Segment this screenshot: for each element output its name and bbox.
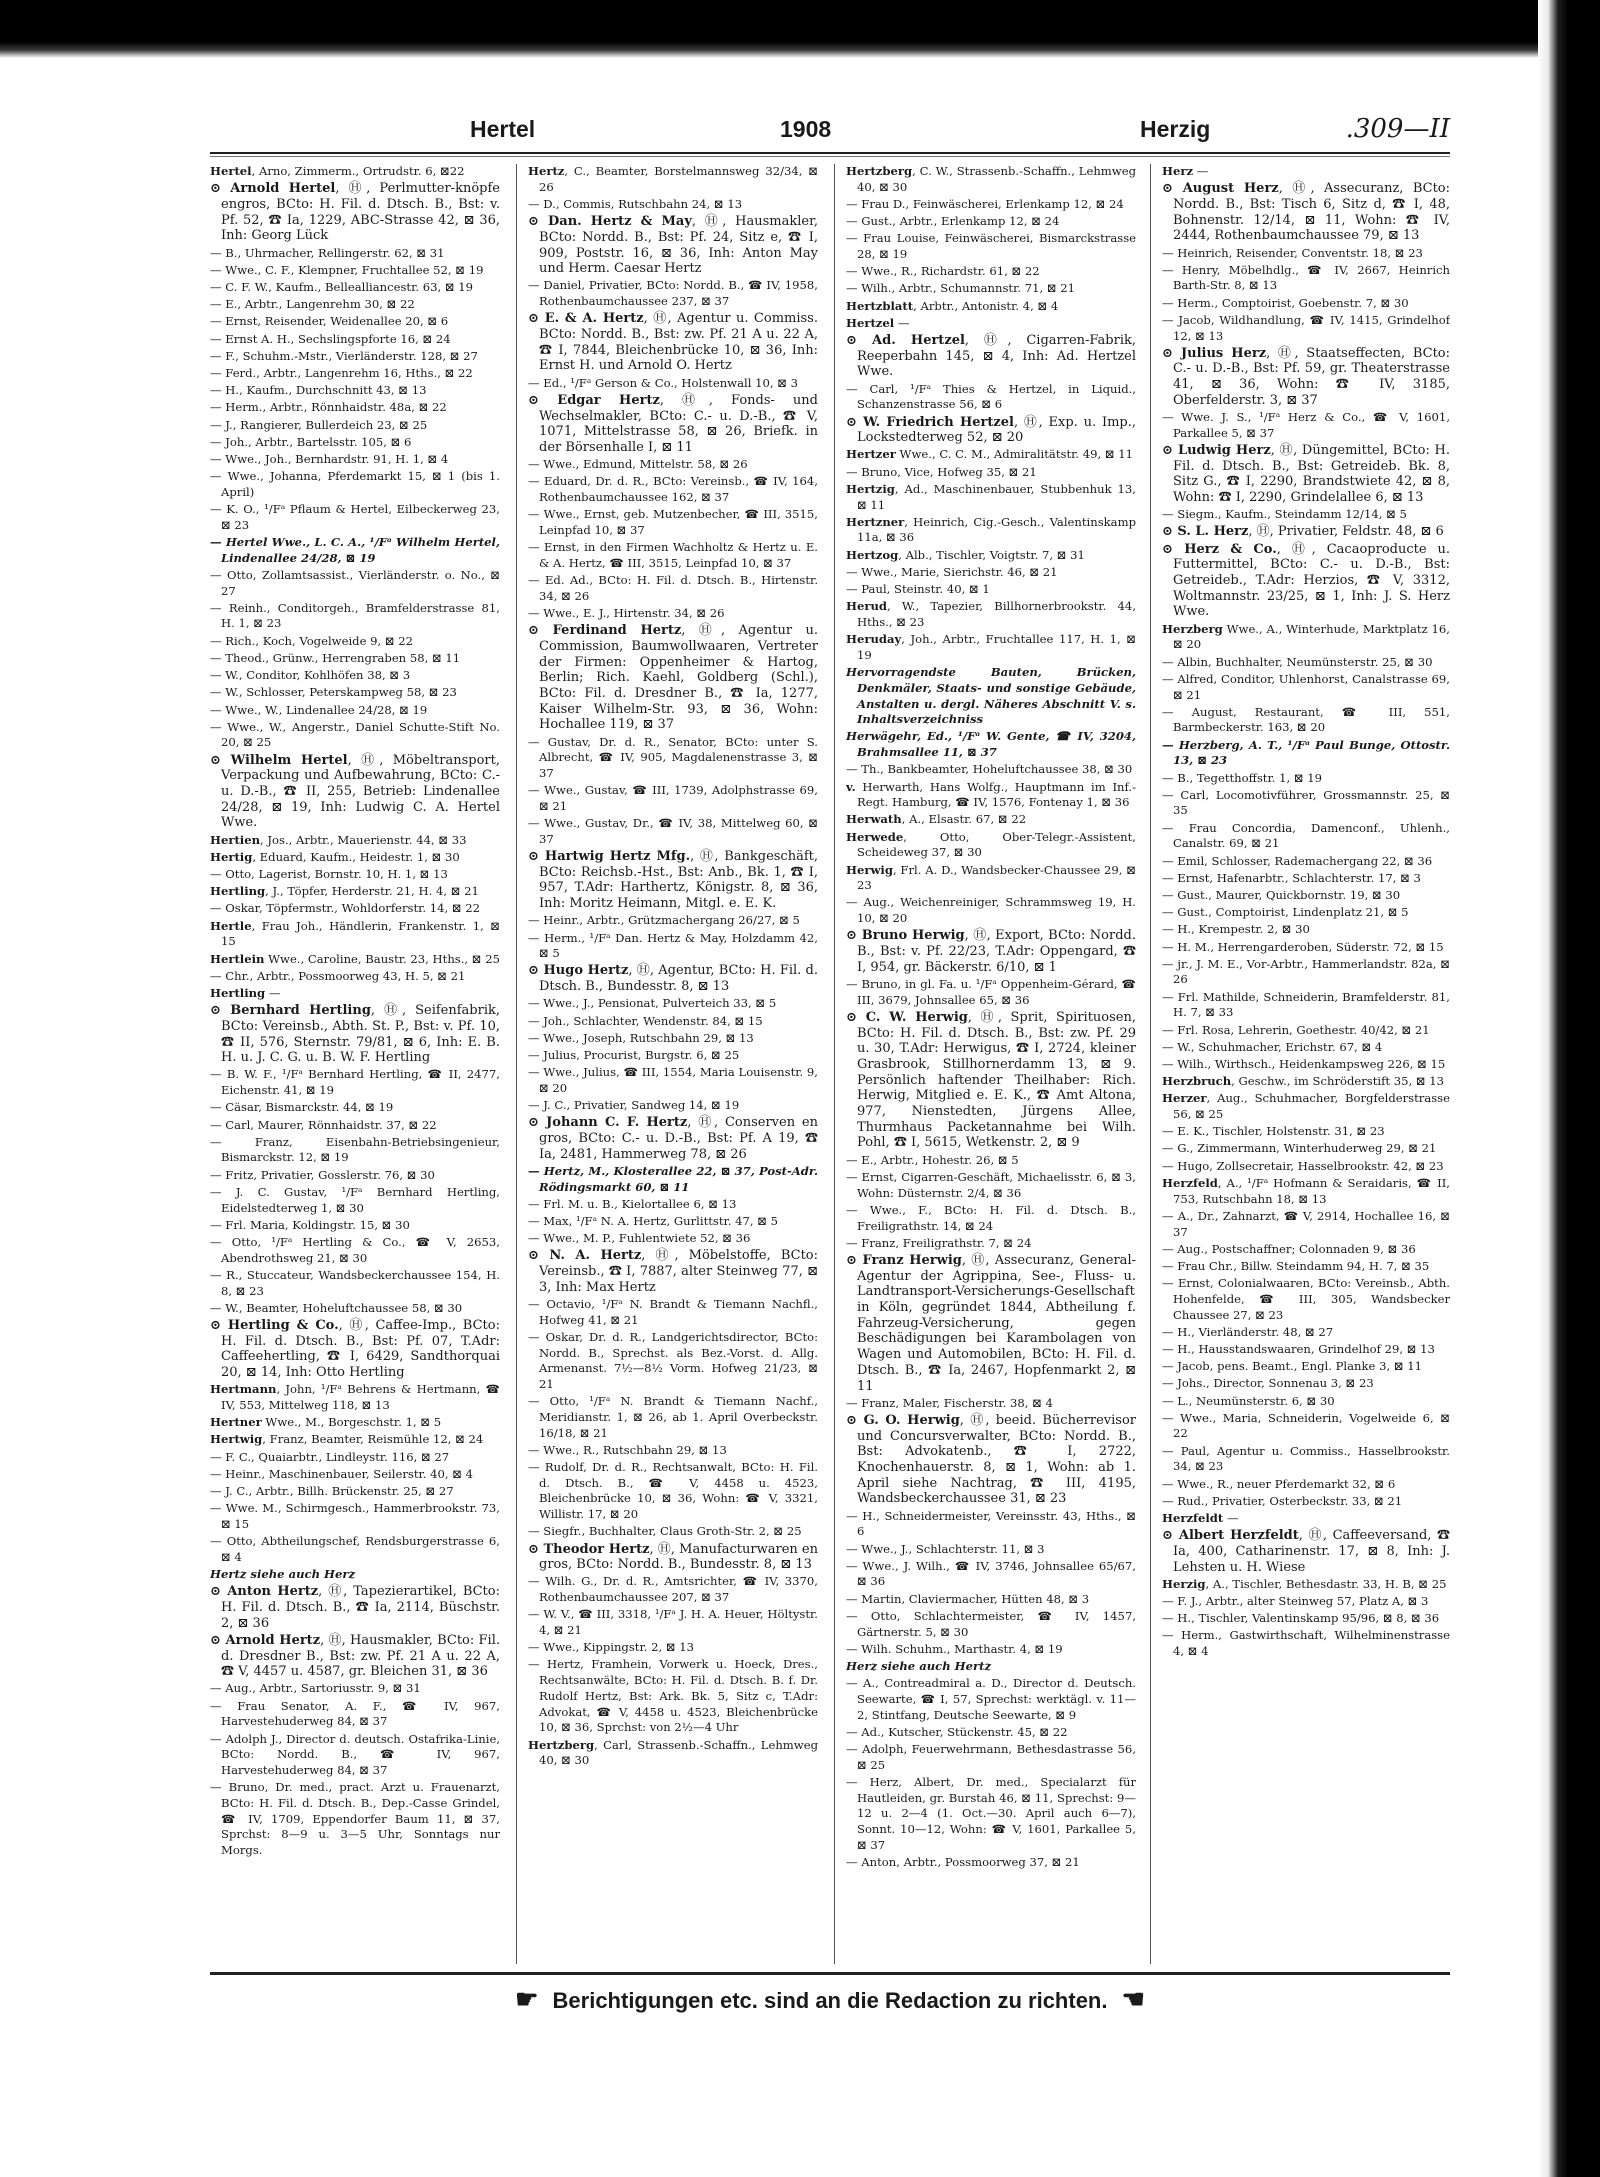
directory-entry: — Wwe., W., Angerstr., Daniel Schutte-Stift No. 20, ⊠ 25: [210, 719, 500, 750]
directory-entry: — Reinh., Conditorgeh., Bramfelderstrasse 81, H. 1, ⊠ 23: [210, 600, 500, 631]
directory-entry: — Gust., Maurer, Quickbornstr. 19, ⊠ 30: [1162, 887, 1401, 902]
directory-entry: — E. K., Tischler, Holstenstr. 31, ⊠ 23: [1162, 1124, 1385, 1139]
directory-entry: ⊙ Franz Herwig, Ⓗ, Assecuranz, General-Agentur der Agrippina, See-, Fluss- u. Landtransport-Versicherungs-Gesellschaft in Köln, gegründet 1844, Abtheilung f. Fahrzeug-Versicherung, gegen Beschädigungen bei Karambolagen von Wagen und Automobilen, BCto: H. Fil. d. Dtsch. B., ☎ Ia, 2467, Hopfenmarkt 2, ⊠ 11: [846, 1252, 1136, 1394]
directory-entry: — W. V., ☎ III, 3318, ¹/Fᵃ J. H. A. Heuer, Höltystr. 4, ⊠ 21: [528, 1607, 818, 1638]
directory-entry: ⊙ Bruno Herwig, Ⓗ, Export, BCto: Nordd. B., Bst: v. Pf. 22/23, T.Adr: Oppengard, ☎ I, 954, gr. Bäckerstr. 6/10, ⊠ 1: [846, 928, 1136, 975]
directory-entry: Herz siehe auch Hertz: [846, 1658, 992, 1673]
directory-entry: — Heinrich, Reisender, Conventstr. 18, ⊠ 23: [1162, 245, 1423, 260]
header-rule-thin: [210, 156, 1450, 157]
directory-entry: — H. M., Herrengarderoben, Süderstr. 72, ⊠ 15: [1162, 939, 1444, 954]
header-right-keyword: Herzig: [1140, 116, 1211, 142]
directory-entry: — Ernst, Hafenarbtr., Schlachterstr. 17, ⊠ 3: [1162, 870, 1421, 885]
directory-entry: — Herm., Arbtr., Rönnhaidstr. 48a, ⊠ 22: [210, 400, 447, 415]
directory-entry: — Julius, Procurist, Burgstr. 6, ⊠ 25: [528, 1047, 740, 1062]
directory-entry: — August, Restaurant, ☎ III, 551, Barmbeckerstr. 163, ⊠ 20: [1162, 704, 1450, 735]
directory-entry: — Wwe., W., Lindenallee 24/28, ⊠ 19: [210, 702, 428, 717]
directory-entry: — Wwe., R., neuer Pferdemarkt 32, ⊠ 6: [1162, 1476, 1396, 1491]
directory-entry: — Chr., Arbtr., Possmoorweg 43, H. 5, ⊠ 21: [210, 968, 466, 983]
directory-entry: — Siegfr., Buchhalter, Claus Groth-Str. 2, ⊠ 25: [528, 1524, 802, 1539]
directory-entry: — Wwe., Kippingstr. 2, ⊠ 13: [528, 1640, 694, 1655]
directory-entry: ⊙ August Herz, Ⓗ, Assecuranz, BCto: Nordd. B., Bst: Tisch 6, Sitz d, ☎ I, 48, Bohnenstr. 12/14, ⊠ 11, Wohn: ☎ IV, 2444, Rothenbaumchaussee 79, ⊠ 13: [1162, 181, 1450, 244]
header-rule: [210, 152, 1450, 154]
directory-entry: ⊙ Hartwig Hertz Mfg., Ⓗ, Bankgeschäft, BCto: Reichsb.-Hst., Bst: Anb., Bk. 1, ☎ I, 957, T.Adr: Harthertz, Königstr. 8, ⊠ 36, Inh: Moritz Heimann, Mitgl. e. E. K.: [528, 849, 818, 912]
directory-entry: — Wwe., Joh., Bernhardstr. 91, H. 1, ⊠ 4: [210, 451, 449, 466]
column-divider: [1150, 164, 1151, 1964]
directory-entry: ⊙ Ferdinand Hertz, Ⓗ, Agentur u. Commission, Baumwollwaaren, Vertreter der Firmen: Oppenheimer & Hartog, Berlin; Rich. Kaehl, Goldberg (Schl.), BCto: Fil. d. Dresdner B., ☎ Ia, 1277, Kaiser Wilhelm-Str. 93, ⊠ 36, Wohn: Hochallee 119, ⊠ 37: [528, 623, 818, 733]
directory-entry: — J. C. Gustav, ¹/Fᵃ Bernhard Hertling, Eidelstedterweg 1, ⊠ 30: [210, 1184, 500, 1215]
directory-entry: Hertling —: [210, 985, 281, 1000]
directory-entry: — Jacob, Wildhandlung, ☎ IV, 1415, Grindelhof 12, ⊠ 13: [1162, 312, 1450, 343]
header-year: 1908: [780, 116, 832, 142]
directory-entry: — Wilh., Arbtr., Schumannstr. 71, ⊠ 21: [846, 281, 1075, 296]
directory-entry: — Alfred, Conditor, Uhlenhorst, Canalstrasse 69, ⊠ 21: [1162, 671, 1450, 702]
directory-entry: — Ernst, Reisender, Weidenallee 20, ⊠ 6: [210, 314, 449, 329]
directory-entry: — Wwe., Julius, ☎ III, 1554, Maria Louisenstr. 9, ⊠ 20: [528, 1065, 818, 1095]
directory-entry: — W., Schuhmacher, Erichstr. 67, ⊠ 4: [1162, 1039, 1383, 1054]
directory-entry: — Octavio, ¹/Fᵃ N. Brandt & Tiemann Nachfl., Hofweg 41, ⊠ 21: [528, 1297, 818, 1327]
directory-entry: — Frau Senator, A. F., ☎ IV, 967, Harvestehuderweg 84, ⊠ 37: [210, 1698, 500, 1729]
directory-entry: Hertzberg, C. W., Strassenb.-Schaffn., Lehmweg 40, ⊠ 30: [846, 164, 1136, 194]
directory-entry: — Frau Chr., Billw. Steindamm 94, H. 7, ⊠ 35: [1162, 1258, 1430, 1273]
directory-entry: ⊙ Ad. Hertzel, Ⓗ, Cigarren-Fabrik, Reeperbahn 145, ⊠ 4, Inh: Ad. Hertzel Wwe.: [846, 333, 1136, 380]
directory-entry: ⊙ Hertling & Co., Ⓗ, Caffee-Imp., BCto: H. Fil. d. Dtsch. B., Bst: Pf. 07, T.Adr: Caffeehertling, ☎ I, 6429, Sandthorquai 20, ⊠ 14, Inh: Otto Hertling: [210, 1318, 500, 1381]
directory-entry: — Anton, Arbtr., Possmoorweg 37, ⊠ 21: [846, 1854, 1080, 1869]
directory-entry: ⊙ Bernhard Hertling, Ⓗ, Seifenfabrik, BCto: Vereinsb., Abth. St. P., Bst: v. Pf. 10, ☎ II, 576, Sternstr. 79/81, ⊠ 6, Inh: E. B. H. u. J. C. G. u. B. W. F. Hertling: [210, 1003, 500, 1066]
directory-entry: — jr., J. M. E., Vor-Arbtr., Hammerlandstr. 82a, ⊠ 26: [1162, 956, 1450, 987]
directory-entry: — Wwe., Joseph, Rutschbahn 29, ⊠ 13: [528, 1030, 754, 1045]
directory-entry: — Ernst, Colonialwaaren, BCto: Vereinsb., Abth. Hohenfelde, ☎ III, 305, Wandsbecker Chaussee 27, ⊠ 23: [1162, 1276, 1450, 1322]
directory-entry: — D., Commis, Rutschbahn 24, ⊠ 13: [528, 196, 743, 211]
directory-entry: — Emil, Schlosser, Rademachergang 22, ⊠ 36: [1162, 853, 1433, 868]
directory-entry: — Carl, Maurer, Rönnhaidstr. 37, ⊠ 22: [210, 1117, 437, 1132]
directory-entry: — Heinr., Maschinenbauer, Seilerstr. 40, ⊠ 4: [210, 1466, 474, 1481]
directory-entry: Hervorragendste Bauten, Brücken, Denkmäler, Staats- und sonstige Gebäude, Anstalten u. dergl. Näheres Abschnitt V. s. Inhaltsverzeichniss: [846, 665, 1136, 727]
directory-entry: Herzfeldt —: [1162, 1510, 1239, 1525]
directory-entry: — H., Tischler, Valentinskamp 95/96, ⊠ 8, ⊠ 36: [1162, 1611, 1440, 1626]
pointing-hand-right-icon: ☛: [515, 1984, 539, 2014]
footer-notice: [210, 1984, 1450, 2015]
scan-right-edge: [1538, 0, 1600, 2177]
directory-entry: Herz —: [1162, 164, 1209, 178]
column-2: [528, 164, 818, 1964]
footer-notice-text: Berichtigungen etc. sind an die Redaction zu richten.: [552, 1988, 1108, 2013]
directory-entry: — R., Stuccateur, Wandsbeckerchaussee 154, H. 8, ⊠ 23: [210, 1267, 500, 1298]
directory-columns: [210, 164, 1450, 1964]
directory-entry: — Franz, Maler, Fischerstr. 38, ⊠ 4: [846, 1395, 1053, 1410]
directory-entry: Herzbruch, Geschw., im Schröderstift 35, ⊠ 13: [1162, 1074, 1445, 1089]
directory-entry: Hertzberg, Carl, Strassenb.-Schaffn., Lehmweg 40, ⊠ 30: [528, 1737, 818, 1768]
directory-entry: — G., Zimmermann, Winterhuderweg 29, ⊠ 21: [1162, 1141, 1437, 1156]
column-1: [210, 164, 500, 1964]
directory-entry: ⊙ Albert Herzfeldt, Ⓗ, Caffeeversand, ☎ Ia, 400, Catharinenstr. 17, ⊠ 8, Inh: J. Lehsten u. H. Wiese: [1162, 1528, 1450, 1575]
directory-entry: — Otto, Abtheilungschef, Rendsburgerstrasse 6, ⊠ 4: [210, 1534, 500, 1564]
directory-entry: — Theod., Grünw., Herrengraben 58, ⊠ 11: [210, 650, 461, 665]
directory-entry: — Wwe., F., BCto: H. Fil. d. Dtsch. B., Freiligrathstr. 14, ⊠ 24: [846, 1202, 1136, 1233]
directory-entry: — W., Beamter, Hoheluftchaussee 58, ⊠ 30: [210, 1300, 463, 1315]
directory-entry: — Ed. Ad., BCto: H. Fil. d. Dtsch. B., Hirtenstr. 34, ⊠ 26: [528, 573, 818, 603]
directory-entry: — Otto, Zollamtsassist., Vierländerstr. o. No., ⊠ 27: [210, 567, 500, 598]
directory-entry: — Siegm., Kaufm., Steindamm 12/14, ⊠ 5: [1162, 507, 1407, 522]
directory-entry: — Max, ¹/Fᵃ N. A. Hertz, Gurlittstr. 47, ⊠ 5: [528, 1214, 779, 1228]
directory-entry: — Wwe., J., Schlachterstr. 11, ⊠ 3: [846, 1541, 1045, 1556]
directory-entry: — Bruno, Vice, Hofweg 35, ⊠ 21: [846, 464, 1037, 479]
directory-entry: Herzberg Wwe., A., Winterhude, Marktplatz 16, ⊠ 20: [1162, 621, 1450, 652]
directory-entry: ⊙ Edgar Hertz, Ⓗ, Fonds- und Wechselmakler, BCto: C.- u. D.-B., ☎ V, 1071, Mittelstrasse 58, ⊠ 26, Briefk. in der Börsenhalle I, ⊠ 11: [528, 392, 818, 455]
directory-entry: — Cäsar, Bismarckstr. 44, ⊠ 19: [210, 1100, 394, 1115]
directory-entry: Herzfeld, A., ¹/Fᵃ Hofmann & Seraidaris, ☎ II, 753, Rutschbahn 18, ⊠ 13: [1162, 1175, 1450, 1206]
directory-entry: — Wwe., R., Richardstr. 61, ⊠ 22: [846, 264, 1040, 279]
directory-entry: — F., Schuhm.-Mstr., Vierländerstr. 128, ⊠ 27: [210, 348, 478, 363]
directory-entry: — Albin, Buchhalter, Neumünsterstr. 25, ⊠ 30: [1162, 654, 1433, 669]
directory-entry: — Carl, ¹/Fᵃ Thies & Hertzel, in Liquid., Schanzenstrasse 56, ⊠ 6: [846, 381, 1136, 412]
directory-entry: — Wwe., J. Wilh., ☎ IV, 3746, Johnsallee 65/67, ⊠ 36: [846, 1558, 1136, 1589]
directory-entry: ⊙ W. Friedrich Hertzel, Ⓗ, Exp. u. Imp., Lockstedterweg 52, ⊠ 20: [846, 414, 1136, 446]
footer: [210, 1972, 1450, 2012]
directory-entry: — Gust., Arbtr., Erlenkamp 12, ⊠ 24: [846, 214, 1060, 229]
directory-entry: ⊙ Arnold Hertz, Ⓗ, Hausmakler, BCto: Fil. d. Dresdner B., Bst: zw. Pf. 21 A u. 22 A, ☎ V, 4457 u. 4587, gr. Bleichen 31, ⊠ 36: [210, 1632, 500, 1680]
directory-entry: — Otto, Schlachtermeister, ☎ IV, 1457, Gärtnerstr. 5, ⊠ 30: [846, 1608, 1136, 1639]
directory-entry: — Wwe., C. F., Klempner, Fruchtallee 52, ⊠ 19: [210, 262, 484, 277]
directory-entry: — Ernst, in den Firmen Wachholtz & Hertz u. E. & A. Hertz, ☎ III, 3515, Leinpfad 10, ⊠ 37: [528, 540, 818, 570]
directory-entry: Herwägehr, Ed., ¹/Fᵃ W. Gente, ☎ IV, 3204, Brahmsallee 11, ⊠ 37: [846, 729, 1136, 760]
directory-entry: — Aug., Postschaffner; Colonnaden 9, ⊠ 36: [1162, 1241, 1416, 1256]
directory-entry: — Otto, Lagerist, Bornstr. 10, H. 1, ⊠ 13: [210, 867, 448, 882]
directory-entry: — Ed., ¹/Fᵃ Gerson & Co., Holstenwall 10, ⊠ 3: [528, 375, 799, 390]
directory-entry: — Frl. Mathilde, Schneiderin, Bramfelderstr. 81, H. 7, ⊠ 33: [1162, 989, 1450, 1020]
directory-entry: — Heinr., Arbtr., Grützmachergang 26/27, ⊠ 5: [528, 913, 800, 928]
directory-entry: — Joh., Schlachter, Wendenstr. 84, ⊠ 15: [528, 1013, 763, 1028]
directory-entry: — Wwe., Gustav, ☎ III, 1739, Adolphstrasse 69, ⊠ 21: [528, 783, 818, 813]
directory-entry: — Adolph, Feuerwehrmann, Bethesdastrasse 56, ⊠ 25: [846, 1742, 1136, 1772]
directory-entry: — K. O., ¹/Fᵃ Pflaum & Hertel, Eilbeckerweg 23, ⊠ 23: [210, 502, 500, 532]
directory-entry: — Wilh. Schuhm., Marthastr. 4, ⊠ 19: [846, 1641, 1063, 1656]
directory-entry: — Ernst A. H., Sechslingspforte 16, ⊠ 24: [210, 331, 451, 346]
directory-entry: Hertmann, John, ¹/Fᵃ Behrens & Hertmann, ☎ IV, 553, Mittelweg 118, ⊠ 13: [210, 1382, 500, 1413]
directory-entry: — Aug., Weichenreiniger, Schrammsweg 19, H. 10, ⊠ 20: [846, 895, 1136, 926]
directory-entry: — J. C., Arbtr., Billh. Brückenstr. 25, ⊠ 27: [210, 1484, 454, 1499]
directory-entry: — Adolph J., Director d. deutsch. Ostafrika-Linie, BCto: Nordd. B., ☎ IV, 967, Harvestehuderweg 84, ⊠ 37: [210, 1731, 500, 1777]
directory-entry: — Hertz, Framhein, Vorwerk u. Hoeck, Dres., Rechtsanwälte, BCto: H. Fil. d. Dtsch. B. f. Dr. Rudolf Hertz, Bst: Ark. Bk. 5, Sitz c, T.Adr: Advokat, ☎ V, 4458 u. 4523, Bleichenbrücke 10, ⊠ 36, Sprchst: von 2½—4 Uhr: [528, 1657, 818, 1735]
directory-entry: — Hertel Wwe., L. C. A., ¹/Fᵃ Wilhelm Hertel, Lindenallee 24/28, ⊠ 19: [210, 534, 500, 565]
directory-entry: — B., Tegetthoffstr. 1, ⊠ 19: [1162, 770, 1322, 785]
directory-entry: ⊙ Hugo Hertz, Ⓗ, Agentur, BCto: H. Fil. d. Dtsch. B., Bundesstr. 8, ⊠ 13: [528, 963, 818, 995]
directory-entry: Hertzog, Alb., Tischler, Voigtstr. 7, ⊠ 31: [846, 547, 1085, 562]
directory-entry: — Henry, Möbelhdlg., ☎ IV, 2667, Heinrich Barth-Str. 8, ⊠ 13: [1162, 262, 1450, 293]
directory-entry: Hertle, Frau Joh., Händlerin, Frankenstr. 1, ⊠ 15: [210, 918, 500, 949]
directory-entry: — H., Kaufm., Durchschnitt 43, ⊠ 13: [210, 383, 427, 398]
directory-entry: v. Herwarth, Hans Wolfg., Hauptmann im Inf.-Regt. Hamburg, ☎ IV, 1576, Fontenay 1, ⊠ 36: [846, 779, 1136, 810]
directory-entry: ⊙ Johann C. F. Hertz, Ⓗ, Conserven en gros, BCto: C.- u. D.-B., Bst: Pf. A 19, ☎ Ia, 2481, Hammerweg 78, ⊠ 26: [528, 1115, 818, 1162]
directory-entry: — Gust., Comptoirist, Lindenplatz 21, ⊠ 5: [1162, 905, 1409, 920]
directory-entry: — Wwe., Gustav, Dr., ☎ IV, 38, Mittelweg 60, ⊠ 37: [528, 816, 818, 846]
directory-entry: — Franz, Eisenbahn-Betriebsingenieur, Bismarckstr. 12, ⊠ 19: [210, 1134, 500, 1165]
column-divider: [834, 164, 835, 1964]
directory-entry: — J., Rangierer, Bullerdeich 23, ⊠ 25: [210, 417, 428, 432]
directory-entry: — Th., Bankbeamter, Hoheluftchaussee 38, ⊠ 30: [846, 762, 1133, 777]
directory-page: [210, 112, 1450, 2062]
scan-top-edge: [0, 0, 1600, 58]
footer-rule: [210, 1972, 1450, 1975]
directory-entry: — Wilh., Wirthsch., Heidenkampsweg 226, ⊠ 15: [1162, 1056, 1446, 1071]
directory-entry: — Jacob, pens. Beamt., Engl. Planke 3, ⊠ 11: [1162, 1359, 1422, 1374]
directory-entry: — Otto, ¹/Fᵃ Hertling & Co., ☎ V, 2653, Abendrothsweg 21, ⊠ 30: [210, 1235, 500, 1265]
directory-entry: — E., Arbtr., Hohestr. 26, ⊠ 5: [846, 1152, 1019, 1167]
directory-entry: — Otto, ¹/Fᵃ N. Brandt & Tiemann Nachf., Meridianstr. 1, ⊠ 26, ab 1. April Overbeckstr. 16/18, ⊠ 21: [528, 1394, 818, 1440]
directory-entry: — F. C., Quaiarbtr., Lindleystr. 116, ⊠ 27: [210, 1449, 450, 1464]
directory-entry: Herud, W., Tapezier, Billhornerbrookstr. 44, Hths., ⊠ 23: [846, 599, 1136, 629]
directory-entry: — E., Arbtr., Langenrehm 30, ⊠ 22: [210, 297, 415, 312]
directory-entry: ⊙ S. L. Herz, Ⓗ, Privatier, Feldstr. 48, ⊠ 6: [1162, 524, 1444, 540]
directory-entry: — Wwe., Ernst, geb. Mutzenbecher, ☎ III, 3515, Leinpfad 10, ⊠ 37: [528, 507, 818, 537]
directory-entry: — Frau Louise, Feinwäscherei, Bismarckstrasse 28, ⊠ 19: [846, 231, 1136, 262]
directory-entry: ⊙ Arnold Hertel, Ⓗ, Perlmutter-knöpfe engros, BCto: H. Fil. d. Dtsch. B., Bst: v. Pf. 52, ☎ Ia, 1229, ABC-Strasse 42, ⊠ 36, Inh: Georg Lück: [210, 181, 500, 244]
directory-entry: ⊙ Wilhelm Hertel, Ⓗ, Möbeltransport, Verpackung und Aufbewahrung, BCto: C.- u. D.-B., ☎ II, 255, Betrieb: Lindenallee 24/28, ⊠ 19, Inh: Ludwig C. A. Hertel Wwe.: [210, 752, 500, 831]
directory-entry: — Hertz, M., Klosterallee 22, ⊠ 37, Post-Adr. Rödingsmarkt 60, ⊠ 11: [528, 1163, 818, 1194]
directory-entry: — L., Neumünsterstr. 6, ⊠ 30: [1162, 1393, 1335, 1408]
directory-entry: ⊙ Herz & Co., Ⓗ, Cacaoproducte u. Futtermittel, BCto: C.- u. D.-B., Bst: Getreideb., T.Adr: Herzios, ☎ V, 3312, Woltmannstr. 23/25, ⊠ 1, Inh: J. S. Herz Wwe.: [1162, 541, 1450, 620]
directory-entry: — Frl. Rosa, Lehrerin, Goethestr. 40/42, ⊠ 21: [1162, 1022, 1430, 1037]
directory-entry: Hertzig, Ad., Maschinenbauer, Stubbenhuk 13, ⊠ 11: [846, 481, 1136, 512]
directory-entry: — Paul, Steinstr. 40, ⊠ 1: [846, 582, 990, 597]
directory-entry: ⊙ N. A. Hertz, Ⓗ, Möbelstoffe, BCto: Vereinsb., ☎ I, 7887, alter Steinweg 77, ⊠ 3, Inh: Max Hertz: [528, 1248, 818, 1295]
directory-entry: Herwede, Otto, Ober-Telegr.-Assistent, Scheideweg 37, ⊠ 30: [846, 829, 1136, 860]
directory-entry: ⊙ Ludwig Herz, Ⓗ, Düngemittel, BCto: H. Fil. d. Dtsch. B., Bst: Getreideb. Bk. 8, Sitz G., ☎ I, 2290, Brandstwiete 42, ⊠ 8, Wohn: ☎ I, 2290, Grindelallee 6, ⊠ 13: [1162, 442, 1450, 506]
directory-entry: — Frau Concordia, Damenconf., Uhlenh., Canalstr. 69, ⊠ 21: [1162, 820, 1450, 851]
header-left-keyword: Hertel: [470, 116, 536, 142]
directory-entry: — Hugo, Zollsecretair, Hasselbrookstr. 42, ⊠ 23: [1162, 1158, 1444, 1173]
column-divider: [516, 164, 517, 1964]
column-4: [1162, 164, 1450, 1964]
directory-entry: Hertzer Wwe., C. C. M., Admiralitätstr. 49, ⊠ 11: [846, 447, 1134, 462]
directory-entry: — Wwe. M., Schirmgesch., Hammerbrookstr. 73, ⊠ 15: [210, 1501, 500, 1531]
directory-entry: Hertwig, Franz, Beamter, Reismühle 12, ⊠ 24: [210, 1432, 484, 1447]
directory-entry: — Wilh. G., Dr. d. R., Amtsrichter, ☎ IV, 3370, Rothenbaumchaussee 207, ⊠ 37: [528, 1574, 818, 1605]
directory-entry: — Herm., ¹/Fᵃ Dan. Hertz & May, Holzdamm 42, ⊠ 5: [528, 930, 818, 961]
column-3: [846, 164, 1136, 1964]
directory-entry: Hertlein Wwe., Caroline, Baustr. 23, Hths., ⊠ 25: [210, 951, 500, 966]
directory-entry: — H., Hausstandswaaren, Grindelhof 29, ⊠ 13: [1162, 1341, 1435, 1356]
page-number: .309—II: [1345, 114, 1450, 144]
directory-entry: Hertien, Jos., Arbtr., Mauerienstr. 44, ⊠ 33: [210, 832, 467, 847]
directory-entry: Hertling, J., Töpfer, Herderstr. 21, H. 4, ⊠ 21: [210, 884, 479, 899]
directory-entry: — Herm., Comptoirist, Goebenstr. 7, ⊠ 30: [1162, 295, 1409, 310]
directory-entry: — F. J., Arbtr., alter Steinweg 57, Platz A, ⊠ 3: [1162, 1593, 1429, 1608]
pointing-hand-left-icon: ☚: [1121, 1984, 1145, 2014]
directory-entry: ⊙ Anton Hertz, Ⓗ, Tapezierartikel, BCto: H. Fil. d. Dtsch. B., ☎ Ia, 2114, Büschstr. 2, ⊠ 36: [210, 1584, 500, 1631]
directory-entry: — H., Vierländerstr. 48, ⊠ 27: [1162, 1324, 1334, 1339]
directory-entry: — Wwe., M. P., Fuhlentwiete 52, ⊠ 36: [528, 1231, 751, 1246]
directory-entry: Hertz, C., Beamter, Borstelmannsweg 32/34, ⊠ 26: [528, 164, 818, 194]
directory-entry: — Johs., Director, Sonnenau 3, ⊠ 23: [1162, 1376, 1374, 1391]
directory-entry: ⊙ E. & A. Hertz, Ⓗ, Agentur u. Commiss. BCto: Nordd. B., Bst: zw. Pf. 21 A u. 22 A, ☎ I, 7844, Bleichenbrücke 10, ⊠ 36, Inh: Ernst H. und Arnold O. Hertz: [528, 311, 818, 374]
directory-entry: — Wwe., Marie, Sierichstr. 46, ⊠ 21: [846, 564, 1058, 579]
directory-entry: Hertner Wwe., M., Borgeschstr. 1, ⊠ 5: [210, 1415, 442, 1430]
directory-entry: — B. W. F., ¹/Fᵃ Bernhard Hertling, ☎ II, 2477, Eichenstr. 41, ⊠ 19: [210, 1067, 500, 1098]
directory-entry: — A., Contreadmiral a. D., Director d. Deutsch. Seewarte, ☎ I, 57, Sprechst: werktägl. v. 11—2, Stintfang, Deutsche Seewarte, ⊠ 9: [846, 1676, 1136, 1722]
directory-entry: Hertzel —: [846, 315, 910, 330]
directory-entry: — Frl. M. u. B., Kielortallee 6, ⊠ 13: [528, 1196, 737, 1211]
directory-entry: — Aug., Arbtr., Sartoriusstr. 9, ⊠ 31: [210, 1681, 421, 1696]
directory-entry: — Frau D., Feinwäscherei, Erlenkamp 12, ⊠ 24: [846, 196, 1124, 211]
directory-entry: — Wwe., Johanna, Pferdemarkt 15, ⊠ 1 (bis 1. April): [210, 469, 500, 499]
directory-entry: — Wwe., Maria, Schneiderin, Vogelweide 6, ⊠ 22: [1162, 1410, 1450, 1441]
directory-entry: — C. F. W., Kaufm., Bellealliancestr. 63, ⊠ 19: [210, 279, 473, 294]
directory-entry: Heruday, Joh., Arbtr., Fruchtallee 117, H. 1, ⊠ 19: [846, 632, 1136, 662]
directory-entry: — Daniel, Privatier, BCto: Nordd. B., ☎ IV, 1958, Rothenbaumchaussee 237, ⊠ 37: [528, 278, 818, 309]
directory-entry: — Herzberg, A. T., ¹/Fᵃ Paul Bunge, Ottostr. 13, ⊠ 23: [1162, 737, 1450, 768]
directory-entry: — Oskar, Dr. d. R., Landgerichtsdirector, BCto: Nordd. B., Sprechst. als Bez.-Vorst. d. Allg. Armenanst. 7½—8½ Vorm. Hofweg 21/23, ⊠ 21: [528, 1329, 818, 1392]
directory-entry: — Rud., Privatier, Osterbeckstr. 33, ⊠ 21: [1162, 1493, 1403, 1508]
directory-entry: — J. C., Privatier, Sandweg 14, ⊠ 19: [528, 1098, 740, 1113]
directory-entry: ⊙ C. W. Herwig, Ⓗ, Sprit, Spirituosen, BCto: H. Fil. d. Dtsch. B., Bst: zw. Pf. 29 u. 30, T.Adr: Herwigus, ☎ I, 2724, kleiner Grasbrook, Stillhornerdamm 13, ⊠ 9. Persönlich haftender Theilhaber: Rich. Herwig, Mitglied e. E. K., ☎ Amt Altona, 977, Nienstedten, Jürgens Allee, Thurmhaus Packetannahme bei Wilh. Pohl, ☎ I, 5615, Wetkenstr. 2, ⊠ 9: [846, 1009, 1136, 1151]
directory-entry: — Rich., Koch, Vogelweide 9, ⊠ 22: [210, 633, 414, 648]
directory-entry: — Wwe., E. J., Hirtenstr. 34, ⊠ 26: [528, 605, 725, 620]
directory-entry: — Eduard, Dr. d. R., BCto: Vereinsb., ☎ IV, 164, Rothenbaumchaussee 162, ⊠ 37: [528, 474, 818, 505]
directory-entry: — Herz, Albert, Dr. med., Specialarzt für Hautleiden, gr. Burstah 46, ⊠ 11, Sprechst: 9—12 u. 2—4 (1. Oct.—30. April auch 6—7), Sonnt. 10—12, Wohn: ☎ V, 1601, Parkallee 5, ⊠ 37: [846, 1774, 1136, 1852]
directory-entry: Hertz siehe auch Herz: [210, 1567, 356, 1582]
directory-entry: — Carl, Locomotivführer, Grossmannstr. 25, ⊠ 35: [1162, 787, 1450, 818]
directory-entry: ⊙ Theodor Hertz, Ⓗ, Manufacturwaren en gros, BCto: Nordd. B., Bundesstr. 8, ⊠ 13: [528, 1541, 818, 1573]
directory-entry: — Herm., Gastwirthschaft, Wilhelminenstrasse 4, ⊠ 4: [1162, 1628, 1450, 1659]
directory-entry: — Franz, Freiligrathstr. 7, ⊠ 24: [846, 1235, 1032, 1250]
directory-entry: — Rudolf, Dr. d. R., Rechtsanwalt, BCto: H. Fil. d. Dtsch. B., ☎ V, 4458 u. 4523, Bleichenbrücke 10, ⊠ 36, Wohn: ☎ V, 3321, Willistr. 17, ⊠ 20: [528, 1460, 818, 1522]
directory-entry: — H., Krempestr. 2, ⊠ 30: [1162, 922, 1310, 937]
directory-entry: — Gustav, Dr. d. R., Senator, BCto: unter S. Albrecht, ☎ IV, 905, Magdalenenstrasse 3, ⊠ 37: [528, 734, 818, 781]
directory-entry: — Ferd., Arbtr., Langenrehm 16, Hths., ⊠ 22: [210, 365, 473, 380]
directory-entry: Hertzner, Heinrich, Cig.-Gesch., Valentinskamp 11a, ⊠ 36: [846, 514, 1136, 545]
directory-entry: Hertig, Eduard, Kaufm., Heidestr. 1, ⊠ 30: [210, 849, 460, 864]
directory-entry: — Bruno, in gl. Fa. u. ¹/Fᵃ Oppenheim-Gérard, ☎ III, 3679, Johnsallee 65, ⊠ 36: [846, 976, 1136, 1007]
directory-entry: — Wwe., R., Rutschbahn 29, ⊠ 13: [528, 1442, 727, 1457]
directory-entry: — Martin, Claviermacher, Hütten 48, ⊠ 3: [846, 1591, 1090, 1606]
directory-entry: — Bruno, Dr. med., pract. Arzt u. Frauenarzt, BCto: H. Fil. d. Dtsch. B., Dep.-Casse Grindel, ☎ IV, 1709, Eppendorfer Baum 11, ⊠ 37, Sprchst: 8—9 u. 3—5 Uhr, Sonntags nur Morgs.: [210, 1780, 500, 1858]
directory-entry: Hertzblatt, Arbtr., Antonistr. 4, ⊠ 4: [846, 298, 1059, 313]
directory-entry: — W., Schlosser, Peterskampweg 58, ⊠ 23: [210, 685, 457, 700]
directory-entry: — Fritz, Privatier, Gosslerstr. 76, ⊠ 30: [210, 1167, 435, 1182]
running-header: [210, 112, 1450, 148]
directory-entry: — B., Uhrmacher, Rellingerstr. 62, ⊠ 31: [210, 245, 445, 260]
directory-entry: — Ernst, Cigarren-Geschäft, Michaelisstr. 6, ⊠ 3, Wohn: Düsternstr. 2/4, ⊠ 36: [846, 1169, 1136, 1200]
directory-entry: — Joh., Arbtr., Bartelsstr. 105, ⊠ 6: [210, 434, 412, 449]
directory-entry: ⊙ Dan. Hertz & May, Ⓗ, Hausmakler, BCto: Nordd. B., Bst: Pf. 24, Sitz e, ☎ I, 909, Poststr. 16, ⊠ 36, Inh: Anton May und Herm. Caesar Hertz: [528, 214, 818, 277]
directory-entry: Herwath, A., Elsastr. 67, ⊠ 22: [846, 812, 1027, 827]
directory-entry: — Wwe. J. S., ¹/Fᵃ Herz & Co., ☎ V, 1601, Parkallee 5, ⊠ 37: [1162, 410, 1450, 440]
directory-entry: — Paul, Agentur u. Commiss., Hasselbrookstr. 34, ⊠ 23: [1162, 1443, 1450, 1474]
directory-entry: Hertel, Arno, Zimmerm., Ortrudstr. 6, ⊠22: [210, 164, 465, 178]
directory-entry: — W., Conditor, Kohlhöfen 38, ⊠ 3: [210, 668, 411, 683]
directory-entry: — Wwe., J., Pensionat, Pulverteich 33, ⊠ 5: [528, 996, 777, 1011]
directory-entry: Herzig, A., Tischler, Bethesdastr. 33, H. B, ⊠ 25: [1162, 1576, 1447, 1591]
directory-entry: — A., Dr., Zahnarzt, ☎ V, 2914, Hochallee 16, ⊠ 37: [1162, 1208, 1450, 1239]
directory-entry: — H., Schneidermeister, Vereinsstr. 43, Hths., ⊠ 6: [846, 1508, 1136, 1539]
directory-entry: ⊙ Julius Herz, Ⓗ, Staatseffecten, BCto: C.- u. D.-B., Bst: Pf. 59, gr. Theaterstrasse 41, ⊠ 36, Wohn: ☎ IV, 3185, Oberfelderstr. 3, ⊠ 37: [1162, 345, 1450, 408]
directory-entry: Herzer, Aug., Schuhmacher, Borgfelderstrasse 56, ⊠ 25: [1162, 1091, 1450, 1122]
directory-entry: — Ad., Kutscher, Stückenstr. 45, ⊠ 22: [846, 1724, 1068, 1739]
directory-entry: — Wwe., Edmund, Mittelstr. 58, ⊠ 26: [528, 457, 748, 472]
directory-entry: ⊙ G. O. Herwig, Ⓗ, beeid. Bücherrevisor und Concursverwalter, BCto: Nordd. B., Bst: Advokatenb., ☎ I, 2722, Knochenhauerstr. 8, ⊠ 1, Wohn: ab 1. April siehe Nachtrag, ☎ III, 4195, Wandsbeckerchaussee 31, ⊠ 23: [846, 1412, 1136, 1507]
directory-entry: — Oskar, Töpfermstr., Wohldorferstr. 14, ⊠ 22: [210, 901, 481, 916]
directory-entry: Herwig, Frl. A. D., Wandsbecker-Chaussee 29, ⊠ 23: [846, 862, 1136, 893]
directory-entry: — Frl. Maria, Koldingstr. 15, ⊠ 30: [210, 1217, 410, 1232]
